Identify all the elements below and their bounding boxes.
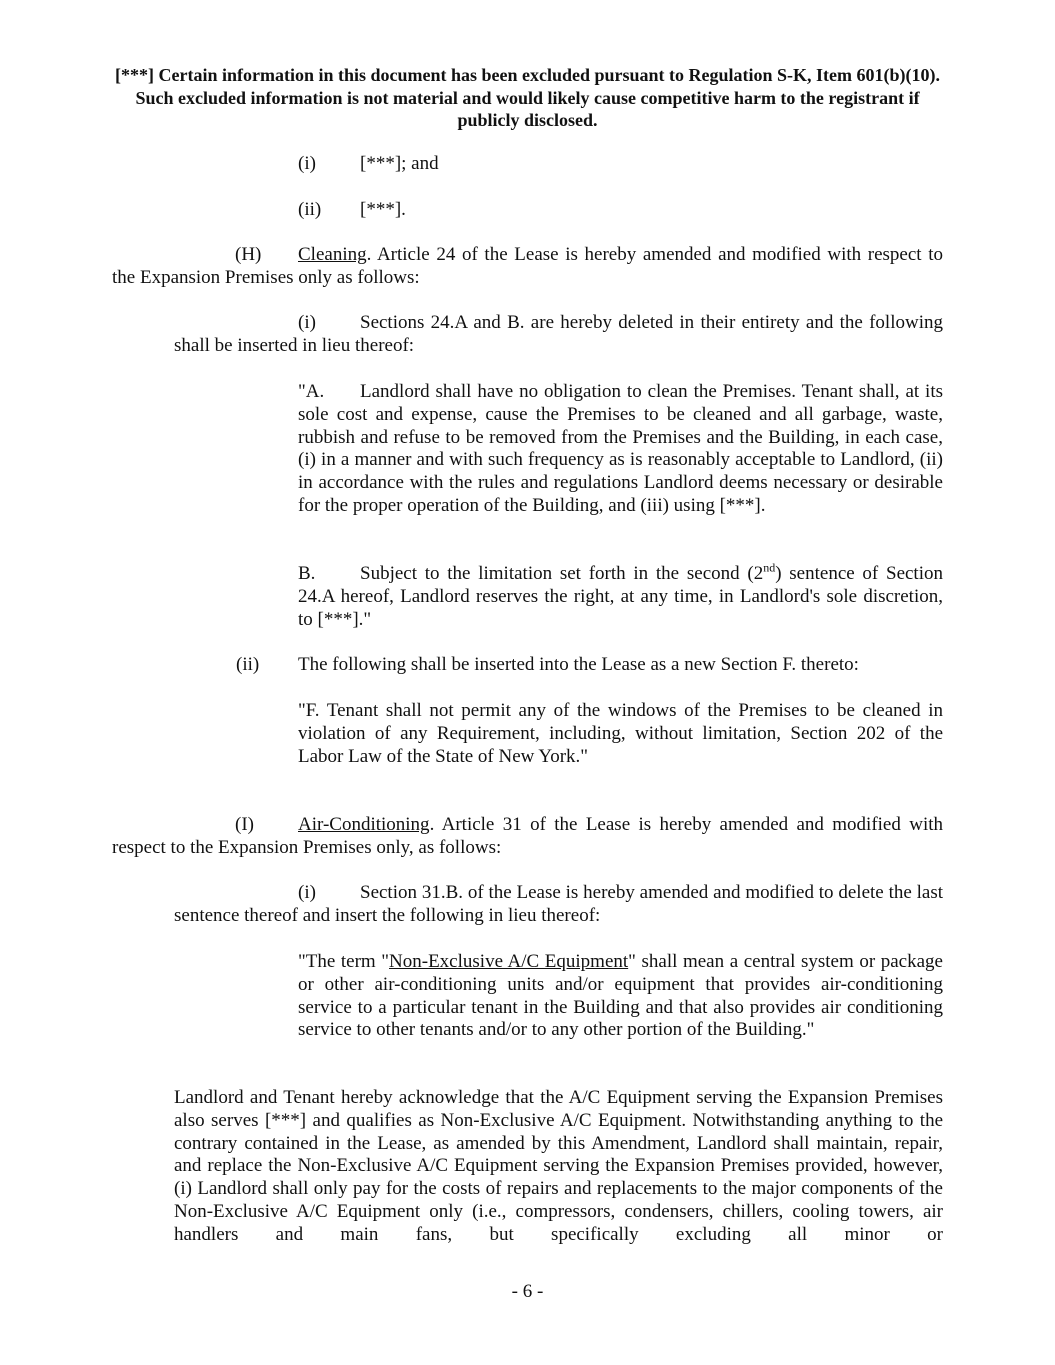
quote-b-text-cont: ) sentence of Section 24.A hereof, Landlord reserves the right, at any time, in Landlord's sole discretion, to [***]." (298, 563, 943, 630)
list-item-text: [***]. (360, 199, 406, 220)
section-i-paragraph (112, 814, 943, 860)
section-i-text: . Article 31 of the Lease is hereby amended and modified with respect to the Expansion Premises only, as follows: (112, 814, 943, 858)
ac-definition-quote (298, 951, 943, 1042)
sub-item-text: Section 31.B. of the Lease is hereby amended and modified to delete the last sentence thereof and insert the following in lieu thereof: (174, 882, 943, 926)
quote-a-number: "A. (298, 381, 325, 402)
section-h-paragraph (112, 244, 943, 290)
section-h-text: . Article 24 of the Lease is hereby amended and modified with respect to the Expansion Premises only as follows: (112, 244, 943, 288)
quote-a (298, 381, 943, 518)
list-item (298, 199, 406, 222)
list-item-text: [***]; and (360, 153, 439, 174)
redaction-notice: [***] Certain information in this document has been excluded pursuant to Regulation S-K, Item 601(b)(10). Such excluded information is not material and would likely cause competitive harm to the registrant if publicly disclosed. (114, 65, 940, 130)
sub-item-number: (ii) (236, 654, 260, 675)
page-number: - 6 - (511, 1281, 544, 1302)
quote-b (298, 560, 943, 631)
quote-b-text: Subject to the limitation set forth in the second (2 (360, 563, 764, 584)
quote-b-superscript: nd (763, 560, 776, 575)
quote-a-text: Landlord shall have no obligation to clean the Premises. Tenant shall, at its sole cost and expense, cause the Premises to be cleaned and all garbage, waste, rubbish and refuse to be removed from the Premises and the Building, in each case, (i) in a manner and with such frequency as is reasonably acceptable to Landlord, (ii) in accordance with the rules and regulations Landlord deems necessary or desirable for the proper operation of the Building, and (iii) using [***]. (298, 381, 943, 516)
defined-term: Non-Exclusive A/C Equipment (389, 951, 629, 972)
section-h-sub-i (174, 312, 943, 358)
list-item-number: (i) (298, 153, 316, 174)
closing-paragraph: Landlord and Tenant hereby acknowledge that the A/C Equipment serving the Expansion Premises also serves [***] and qualifies as Non-Exclusive A/C Equipment. Notwithstanding anything to the contrary contained in the Lease, as amended by this Amendment, Landlord shall maintain, repair, and replace the Non-Exclusive A/C Equipment serving the Expansion Premises provided, however, (i) Landlord shall only pay for the costs of repairs and replacements to the major components of the Non-Exclusive A/C Equipment only (i.e., compressors, condensers, chillers, cooling towers, air handlers and main fans, but specifically excluding all minor or (174, 1087, 943, 1245)
sub-item-number: (i) (298, 312, 316, 333)
sub-item-number: (i) (298, 882, 316, 903)
section-i-title: Air-Conditioning (298, 814, 430, 835)
sub-item-text: Sections 24.A and B. are hereby deleted in their entirety and the following shall be inserted in lieu thereof: (174, 312, 943, 356)
quote-b-number: B. (298, 563, 316, 584)
quote-f: "F. Tenant shall not permit any of the windows of the Premises to be cleaned in violation of any Requirement, including, without limitation, Section 202 of the Labor Law of the State of New York." (298, 700, 943, 767)
section-i-sub-i (174, 882, 943, 928)
section-h-number: (H) (235, 244, 262, 265)
quote-prefix: "The term " (298, 951, 390, 972)
quote-suffix: " shall mean a central system or package or other air-conditioning units and/or equipment that provides air-conditioning service to a particular tenant in the Building and that also provides air conditioning service to other tenants and/or to any other portion of the Building." (298, 951, 943, 1041)
list-item (298, 153, 439, 176)
section-i-number: (I) (235, 814, 254, 835)
list-item-number: (ii) (298, 199, 322, 220)
section-h-title: Cleaning (298, 244, 367, 265)
section-h-sub-ii (236, 654, 859, 677)
sub-item-text: The following shall be inserted into the Lease as a new Section F. thereto: (298, 654, 859, 675)
